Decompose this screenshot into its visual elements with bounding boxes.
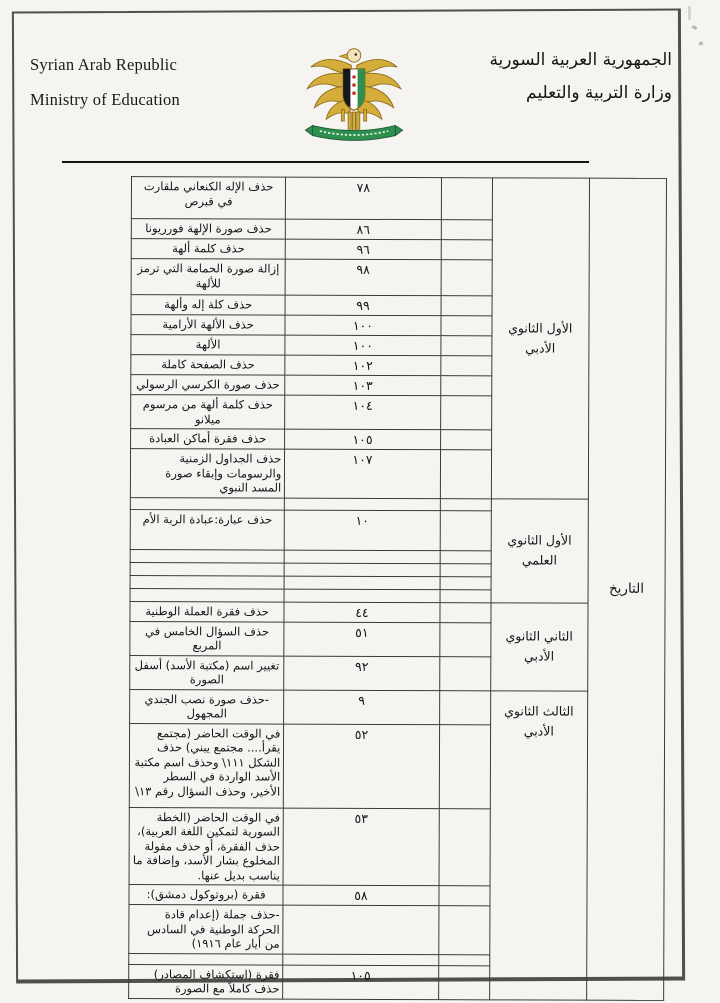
description-cell: -حذف صورة نصب الجندي المجهول: [130, 689, 284, 724]
description-cell: في الوقت الحاضر (مجتمع يقرأ.... مجتمع يبني) حذف الشكل ١١١\ وحذف اسم مكتبة الأسد الواردة في السطر الأخير، وحذف السؤال رقم ١٣\: [129, 723, 284, 808]
scan-artifact: [688, 6, 691, 20]
check-cell: [441, 260, 492, 296]
ministry-header-arabic: [489, 50, 672, 103]
check-cell: [440, 356, 491, 376]
description-cell: حذف الألهة الأرامية: [131, 315, 285, 336]
description-cell: تغيير اسم (مكتبة الأسد) أسفل الصورة: [130, 655, 284, 690]
grade-level-cell: الثاني الثانوي الأدبي: [490, 602, 587, 690]
check-cell: [440, 550, 491, 563]
description-cell: حذف الجداول الزمنية والرسومات وإبقاء صورة المسد النبوي: [130, 449, 284, 498]
page-number-cell: ١٠٤: [285, 395, 440, 430]
page-number-cell: [283, 954, 438, 966]
header-divider: [62, 161, 589, 163]
page-number-cell: ٩: [284, 690, 439, 725]
page-number-cell: [285, 498, 440, 511]
check-cell: [440, 450, 491, 499]
description-cell: [130, 588, 284, 602]
check-cell: [440, 336, 491, 356]
description-cell: حذف صورة الإلهة فورريونا: [131, 219, 285, 240]
description-cell: فقرة (بروتوكول دمشق):: [129, 885, 283, 906]
check-cell: [440, 563, 491, 576]
textbook-revisions-table: [128, 176, 667, 1000]
check-cell: [441, 178, 492, 220]
description-cell: حذف صورة الكرسي الرسولي: [131, 375, 285, 396]
check-cell: [440, 498, 491, 510]
page-number-cell: ٥٣: [283, 808, 439, 886]
page-number-cell: ٩٩: [285, 295, 440, 316]
description-cell: الألهة: [131, 335, 285, 356]
check-cell: [440, 602, 491, 622]
page-number-cell: ٩٦: [286, 239, 441, 260]
check-cell: [439, 808, 490, 886]
page-number-cell: ١٠٢: [285, 355, 440, 376]
page-number-cell: [284, 589, 439, 603]
page-number-cell: [284, 563, 439, 577]
page-number-cell: ١٠٥: [283, 965, 438, 1000]
check-cell: [440, 396, 491, 430]
check-cell: [438, 906, 489, 955]
page-number-cell: ٨٦: [286, 219, 441, 240]
check-cell: [440, 376, 491, 396]
check-cell: [439, 622, 490, 656]
description-cell: إزالة صورة الحمامة التي ترمز للألهة: [131, 259, 285, 296]
description-cell: حذف عبارة:عبادة الربة الأم: [130, 509, 284, 550]
table-row: [130, 689, 665, 725]
description-cell: [130, 575, 284, 589]
page-number-cell: ٥١: [284, 622, 439, 657]
description-cell: حذف كلة إله وألهة: [131, 295, 285, 316]
subject-history-cell: التاريخ: [586, 178, 666, 1000]
check-cell: [439, 690, 490, 724]
description-cell: [130, 497, 284, 510]
description-cell: حذف فقرة أماكن العبادة: [131, 429, 285, 450]
check-cell: [439, 886, 490, 906]
page-number-cell: ١٠٥: [285, 429, 440, 450]
table-row: [130, 601, 665, 623]
page-number-cell: ٧٨: [286, 177, 441, 220]
check-cell: [441, 220, 492, 240]
description-cell: [130, 562, 284, 576]
check-cell: [439, 724, 490, 808]
check-cell: [441, 240, 492, 260]
page-number-cell: ٥٢: [284, 724, 440, 809]
table-row: [131, 177, 666, 221]
check-cell: [440, 589, 491, 602]
page-number-cell: [284, 550, 439, 564]
description-cell: حذف فقرة العملة الوطنية: [130, 601, 284, 622]
grade-level-cell: الثالث الثانوي الأدبي: [489, 690, 587, 999]
description-cell: حذف السؤال الخامس في المربع: [130, 621, 284, 656]
page-number-cell: [283, 905, 438, 954]
page-number-cell: ١٠٠: [285, 335, 440, 356]
description-cell: في الوقت الحاضر (الخطة السورية لتمكين اللغة العربية)، حذف الفقرة، أو حذف مقولة المخلوع بشار الأسد، وإضافة ما يناسب بديل عنها.: [129, 807, 284, 885]
page-number-cell: ٥٨: [283, 885, 438, 906]
check-cell: [439, 656, 490, 690]
syrian-eagle-emblem-icon: [300, 38, 408, 152]
page-number-cell: ١٠٣: [285, 375, 440, 396]
ministry-header-english: [30, 55, 180, 110]
scan-artifact: [699, 41, 704, 45]
page-number-cell: ١٠: [285, 510, 440, 551]
description-cell: -حذف جملة (إعدام قادة الحركة الوطنية في السادس من أيار عام ١٩١٦): [129, 905, 283, 954]
page-number-cell: ١٠٧: [285, 449, 440, 498]
grade-level-cell: الأول الثانوي العلمي: [491, 498, 589, 602]
description-cell: حذف كلمة ألهة: [131, 239, 285, 260]
header-arabic-line1: الجمهورية العربية السورية: [489, 50, 672, 70]
check-cell: [440, 576, 491, 589]
header-english-line1: Syrian Arab Republic: [30, 55, 177, 74]
description-cell: [130, 549, 284, 563]
page-number-cell: [284, 576, 439, 590]
check-cell: [440, 430, 491, 450]
check-cell: [441, 296, 492, 316]
description-cell: حذف الإله الكنعاني ملقارت في قبرص: [131, 177, 285, 220]
header-english-line2: Ministry of Education: [30, 90, 180, 109]
description-cell: فقرة (استكشاف المصادر) حذف كاملاً مع الصورة: [129, 964, 283, 999]
header-arabic-line2: وزارة التربية والتعليم: [526, 83, 672, 103]
description-cell: حذف الصفحة كاملة: [131, 355, 285, 376]
page-number-cell: ١٠٠: [285, 315, 440, 336]
description-cell: حذف كلمة ألهة من مرسوم ميلانو: [131, 395, 285, 430]
grade-level-cell: الأول الثانوي الأدبي: [491, 178, 589, 499]
check-cell: [438, 965, 489, 999]
page-number-cell: ٩٨: [285, 259, 440, 296]
check-cell: [438, 954, 489, 965]
page-number-cell: ٤٤: [284, 602, 439, 623]
scan-artifact: [692, 25, 698, 30]
check-cell: [440, 510, 491, 550]
check-cell: [441, 316, 492, 336]
description-cell: [129, 953, 283, 965]
page-number-cell: ٩٢: [284, 656, 439, 691]
